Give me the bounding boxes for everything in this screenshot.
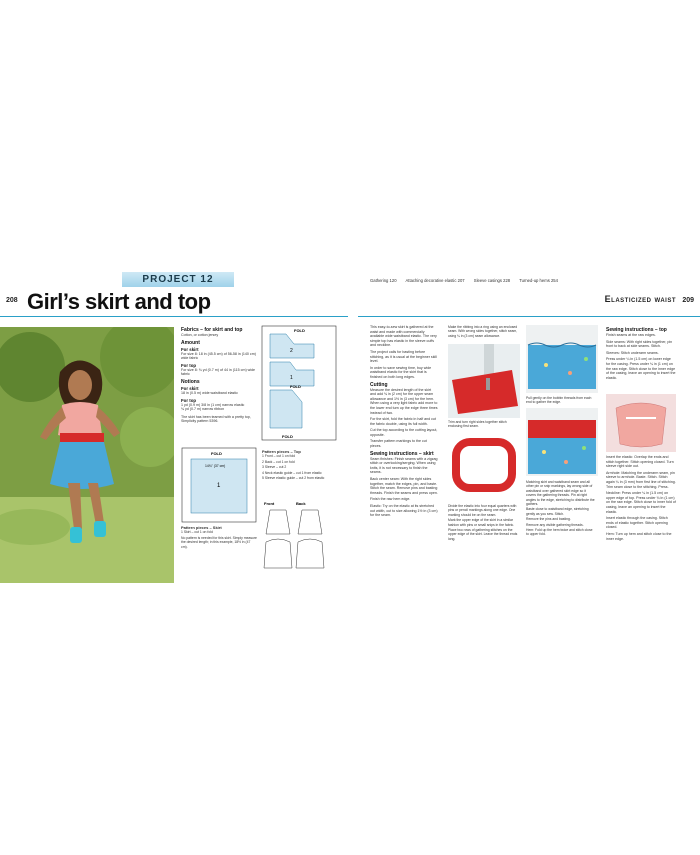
cutting-heading: Cutting xyxy=(370,381,388,388)
skirt-amount: For size 8: 18 in (45.5 cm) of 56-58 in (140 cm) wide fabric xyxy=(181,351,256,361)
divider-right xyxy=(358,316,700,317)
skirt-fold-label: FOLD xyxy=(211,451,222,456)
sewing-top-caption: Insert the elastic: Overlap the ends and stitch together. Stitch opening closed. Turn sleeve right side out. xyxy=(606,455,674,469)
top-fold-label: FOLD xyxy=(294,328,305,333)
right-mid-bullet: Matching skirt and waistband seam and all other pin or snip markings, lay wrong side of waistband over gathered skirt edge so it covers the gathering threads. Pin at right angles to the edge, stretching to distribute the gathers. xyxy=(526,480,595,507)
top-pattern-item: 5 Sleeve elastic guide – cut 2 from elastic xyxy=(262,476,325,481)
sewing-top-bullet2: Armhole: Matching the underarm seam, pin sleeve to armhole. Baste. Stitch. Stitch again ¼ in (3 mm) from first line of stitching. Trim seam close to the stitching. Press. xyxy=(606,470,676,489)
mid-top-caption: Make the ribbing into a ring using an enclosed seam. With wrong sides together, stitch seam, using ¼ in (3 cm) seam allowance. xyxy=(448,325,518,338)
sewing-top-bullet2: Neckline: Press under ¼ in (1.5 cm) on upper edge of top. Press under ¾ in (1 cm) on the raw edge. Stitch close to inner fold of casing, leave an opening to insert the elastic. xyxy=(606,491,676,514)
top-pattern-item: 1 Front – cut 1 on fold xyxy=(262,454,295,459)
gathering-image xyxy=(526,325,598,393)
intro-column xyxy=(370,325,438,520)
top-piece-1: 1 xyxy=(290,375,293,381)
top-pattern-heading: Pattern pieces – Top xyxy=(262,449,301,454)
intro-p3: In order to save sewing time, buy wide waistband elastic for the skirt that is finished on both long edges. xyxy=(370,365,432,379)
cutting-text: Measure the desired length of the skirt and add ¾ in (2 cm) for the upper seam allowance and 1½ in (3 cm) for the hem. When using a very light fabric add more to the lower end turn up the edge three times instead of two. xyxy=(370,387,438,415)
skirt-pattern-note: No pattern is needed for this skirt. Simply measure the desired length; in this example, 18½ in (47 cm). xyxy=(181,535,257,549)
intro-p1: This easy-to-sew skirt is gathered at the waist and made with commercially available wide waistband elastic. The very simple top has elastic in the sleeve cuffs and neckline. xyxy=(370,325,437,348)
cross-ref: Gathering 120 xyxy=(370,278,397,283)
sewing-top-bullet: Press under ¼ in (1.5 cm) on lower edge for the casing. Press under ¼ in (1 cm) on the raw edge. Stitch close to the inner edge of the casing, leave an opening to insert the elastic. xyxy=(606,357,676,380)
top-pattern-caption xyxy=(262,450,338,481)
waistband-image xyxy=(526,408,598,476)
top-fold-label-2: FOLD xyxy=(290,384,301,389)
cross-ref: Turned-up hems 254 xyxy=(519,278,558,283)
sewing-top-bullet: Finish seams at the raw edges. xyxy=(606,333,656,337)
front-view-label: Front xyxy=(264,501,275,506)
intro-p2: The project calls for basting before stitching, as it is usual at the beginner skill level. xyxy=(370,349,437,364)
right-mid-caption-1: Pull gently on the bobbin threads from each end to gather the edge. xyxy=(526,396,592,405)
top-pattern-item: 3 Sleeve – cut 2 xyxy=(262,465,287,470)
sewing-skirt-bullet: Finish the raw hem edge. xyxy=(370,497,411,502)
notions-heading: Notions xyxy=(181,378,200,385)
right-mid-text xyxy=(526,480,596,538)
page-title: Girl’s skirt and top xyxy=(27,289,211,314)
top-pattern-diagram xyxy=(260,324,340,444)
girl-photo xyxy=(0,327,174,583)
cross-ref: Attaching decorative elastic 207 xyxy=(405,278,465,283)
page-number-right: 209 xyxy=(682,297,694,304)
project-label: PROJECT 12 xyxy=(122,272,234,287)
right-mid-bullet: Remove the pins and basting. xyxy=(526,517,571,522)
right-mid-bullet: Hem: Fold up the hem twice and stitch close to upper fold. xyxy=(526,528,593,537)
sewing-top-bullet2: Insert elastic through the casing. Stitch ends of elastic together. Stitch opening closed. xyxy=(606,516,668,530)
section-title: Elasticized waist xyxy=(604,294,676,304)
amount-top-label: For top xyxy=(181,362,197,368)
fabric-text: Cotton, or cotton jersey xyxy=(181,333,219,337)
top-pattern-item: 2 Back – cut 1 on fold xyxy=(262,459,295,464)
top-piece-2: 2 xyxy=(290,348,293,354)
amount-heading: Amount xyxy=(181,339,200,346)
sewing-machine-image xyxy=(448,344,520,418)
skirt-width-label: 14¾" (37 cm) xyxy=(205,464,226,468)
sewing-top-bullet: Side seams: With right sides together, pin front to back at side seams. Stitch. xyxy=(606,339,673,349)
skirt-pattern-diagram xyxy=(181,447,257,523)
mid-caption-2 xyxy=(448,504,518,542)
sewing-top-column xyxy=(606,325,676,382)
book-spread xyxy=(0,272,700,582)
mid-caption-1: Trim and turn right sides together stitch enclosing first seam. xyxy=(448,420,507,429)
sewing-top-column-2 xyxy=(606,455,676,543)
top-fold-label-3: FOLD xyxy=(282,434,293,439)
mid-caption-2-text: Divide the elastic into four equal quarters with pins or pencil markings along one edge. One marking should be on the seam. xyxy=(448,504,517,517)
right-mid-bullet: Remove any visible gathering threads. xyxy=(526,522,584,527)
fabrics-column xyxy=(181,325,257,426)
skirt-pattern-caption xyxy=(181,526,257,550)
cutting-bullet: Cut the top according to the cutting layout, opposite. xyxy=(370,428,438,437)
garment-views xyxy=(262,500,342,580)
sleeve-casing-image xyxy=(606,394,676,452)
sewing-top-bullet: Sleeves: Stitch underarm seams. xyxy=(606,350,659,355)
notions-top: 1 yd (0.9 m) 3/8 in (1 cm) narrow elastic ¾ yd (0.7 m) narrow ribbon xyxy=(181,402,245,412)
sewing-skirt-bullet: Seam finishes: Finish seams with a zigzag stitch or overlocking/serging. When using knits, it is not necessary to finish the seams. xyxy=(370,456,438,475)
sewing-top-heading: Sewing instructions – top xyxy=(606,327,667,333)
notions-skirt: 18 in (0.5 m) wide waistband elastic xyxy=(181,390,238,395)
notions-skirt-label: For skirt xyxy=(181,385,199,391)
skirt-pattern-item: 1 Skirt – cut 1 on fold xyxy=(181,530,213,535)
top-pattern-item: 4 Neck elastic guide – cut 1 from elastic xyxy=(262,470,322,475)
cross-ref: Sleeve casings 228 xyxy=(473,278,511,283)
skirt-pattern-heading: Pattern pieces – Skirt xyxy=(181,525,222,530)
sewing-top-bullet2: Hem: Turn up hem and stitch close to the inner edge. xyxy=(606,531,672,541)
cross-references xyxy=(370,278,566,283)
fabrics-heading: Fabrics – for skirt and top xyxy=(181,327,243,333)
mid-bullet: Mark the upper edge of the skirt in a similar fashion with pins or small snips in the fabric. xyxy=(448,518,515,527)
mid-bullet: Place two rows of gathering stitches on the upper edge of the skirt. Leave the thread ends long. xyxy=(448,528,518,541)
sewing-skirt-heading: Sewing instructions – skirt xyxy=(370,450,434,457)
back-view-label: Back xyxy=(296,501,306,506)
amount-skirt-label: For skirt xyxy=(181,346,199,352)
cutting-bullet: For the skirt, fold the fabric in half and cut the fabric double, using its full width. xyxy=(370,417,436,426)
sewing-skirt-bullet: Back center seam: With the right sides together, match the edges, pin, and baste. Stitch the seam. Remove pins and basting threads. Finish the seams and press open. xyxy=(370,477,438,495)
page-number-left: 208 xyxy=(6,297,18,304)
cutting-bullet: Transfer pattern markings to the cut pieces. xyxy=(370,439,427,449)
elastic-ring-image xyxy=(448,432,520,500)
top-amount: For size 8: ¾ yd (0.7 m) of 44 in (115 cm) wide fabric xyxy=(181,367,256,377)
notions-top-label: For top xyxy=(181,397,197,403)
girl-illustration xyxy=(0,327,174,583)
pattern-note: The skirt has been teamed with a pretty top, Simplicity pattern 5396. xyxy=(181,414,251,424)
right-mid-bullet: Baste close to waistband edge, stretching gently as you sew. Stitch. xyxy=(526,507,589,516)
skirt-piece-1: 1 xyxy=(217,483,221,489)
divider-left xyxy=(0,316,348,317)
sewing-skirt-bullet: Elastic: Try on the elastic at its stretched out width, cut to size allowing 1½ in (3 cm) for the seam. xyxy=(370,504,438,518)
